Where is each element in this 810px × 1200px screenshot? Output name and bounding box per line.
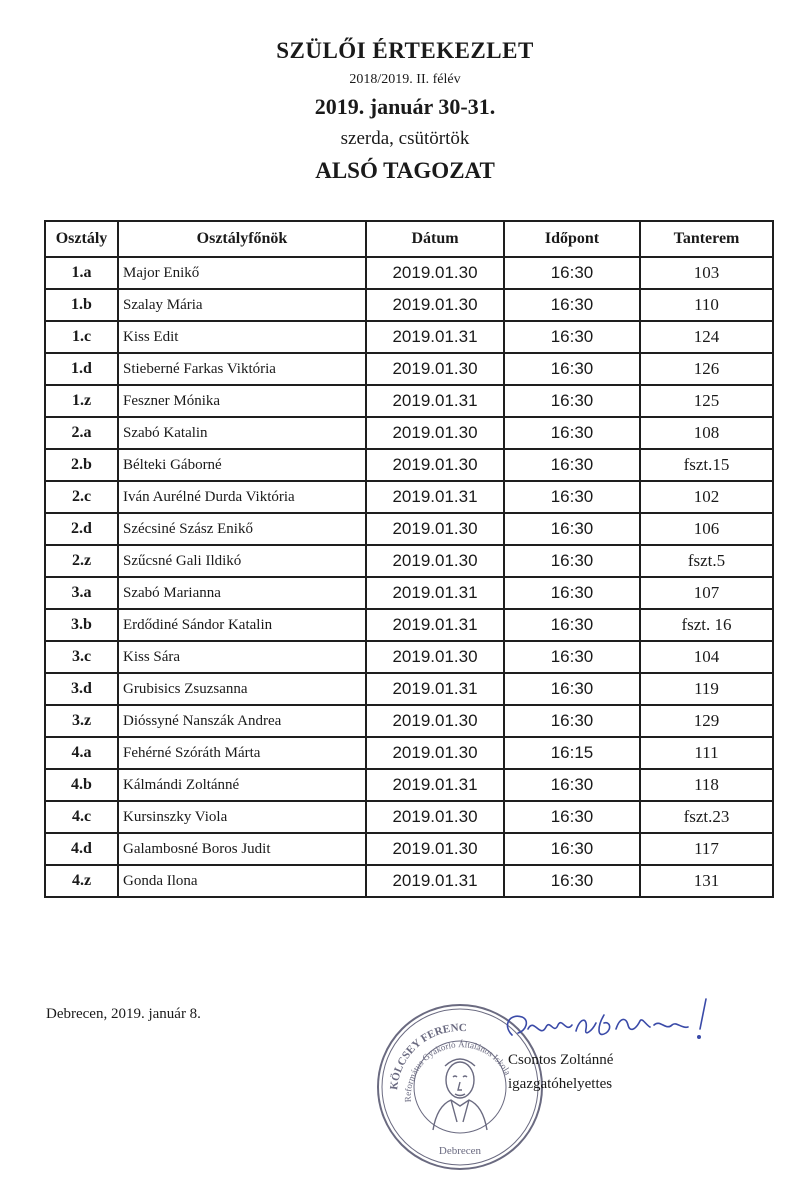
table-row xyxy=(45,513,773,545)
time-cell: 16:30 xyxy=(504,769,640,801)
time-cell: 16:30 xyxy=(504,417,640,449)
class-cell: 2.b xyxy=(45,449,118,481)
time-cell: 16:30 xyxy=(504,545,640,577)
class-cell: 4.c xyxy=(45,801,118,833)
time-cell: 16:30 xyxy=(504,385,640,417)
table-row xyxy=(45,833,773,865)
teacher-cell: Szabó Marianna xyxy=(118,577,366,609)
date-cell: 2019.01.30 xyxy=(366,833,504,865)
room-cell: 102 xyxy=(640,481,773,513)
room-cell: 124 xyxy=(640,321,773,353)
teacher-cell: Grubisics Zsuzsanna xyxy=(118,673,366,705)
time-cell: 16:30 xyxy=(504,833,640,865)
table-header-row xyxy=(45,221,773,257)
date-cell: 2019.01.30 xyxy=(366,801,504,833)
class-cell: 4.b xyxy=(45,769,118,801)
semester-label: 2018/2019. II. félév xyxy=(349,72,461,87)
time-cell: 16:30 xyxy=(504,577,640,609)
handwritten-signature xyxy=(500,995,720,1055)
table-row xyxy=(45,385,773,417)
table-row xyxy=(45,865,773,897)
table-row xyxy=(45,481,773,513)
teacher-cell: Kálmándi Zoltánné xyxy=(118,769,366,801)
place-and-date: Debrecen, 2019. január 8. xyxy=(46,1006,201,1022)
class-cell: 3.z xyxy=(45,705,118,737)
teacher-cell: Kiss Sára xyxy=(118,641,366,673)
signer-name: Csontos Zoltánné xyxy=(508,1052,614,1068)
class-cell: 2.c xyxy=(45,481,118,513)
date-cell: 2019.01.30 xyxy=(366,257,504,289)
room-cell: 104 xyxy=(640,641,773,673)
meeting-days: szerda, csütörtök xyxy=(340,128,470,149)
date-cell: 2019.01.30 xyxy=(366,513,504,545)
meeting-date: 2019. január 30-31. xyxy=(314,94,496,119)
header-room: Tanterem xyxy=(640,221,773,257)
date-cell: 2019.01.30 xyxy=(366,641,504,673)
teacher-cell: Dióssyné Nanszák Andrea xyxy=(118,705,366,737)
room-cell: 125 xyxy=(640,385,773,417)
time-cell: 16:30 xyxy=(504,865,640,897)
teacher-cell: Feszner Mónika xyxy=(118,385,366,417)
teacher-cell: Stieberné Farkas Viktória xyxy=(118,353,366,385)
room-cell: 111 xyxy=(640,737,773,769)
date-cell: 2019.01.30 xyxy=(366,353,504,385)
stamp-inner-text: Református Gyakorló Általános Iskola xyxy=(402,1039,514,1103)
date-cell: 2019.01.31 xyxy=(366,577,504,609)
class-cell: 1.a xyxy=(45,257,118,289)
date-cell: 2019.01.30 xyxy=(366,737,504,769)
room-cell: 118 xyxy=(640,769,773,801)
room-cell: 108 xyxy=(640,417,773,449)
date-cell: 2019.01.31 xyxy=(366,481,504,513)
teacher-cell: Szabó Katalin xyxy=(118,417,366,449)
room-cell: 117 xyxy=(640,833,773,865)
room-cell: 106 xyxy=(640,513,773,545)
class-cell: 4.d xyxy=(45,833,118,865)
teacher-cell: Iván Aurélné Durda Viktória xyxy=(118,481,366,513)
room-cell: fszt. 16 xyxy=(640,609,773,641)
time-cell: 16:30 xyxy=(504,449,640,481)
header-date: Dátum xyxy=(366,221,504,257)
table-row xyxy=(45,769,773,801)
class-cell: 2.d xyxy=(45,513,118,545)
teacher-cell: Kiss Edit xyxy=(118,321,366,353)
class-cell: 3.d xyxy=(45,673,118,705)
table-row xyxy=(45,609,773,641)
time-cell: 16:30 xyxy=(504,673,640,705)
class-cell: 3.a xyxy=(45,577,118,609)
teacher-cell: Szűcsné Gali Ildikó xyxy=(118,545,366,577)
time-cell: 16:15 xyxy=(504,737,640,769)
date-cell: 2019.01.30 xyxy=(366,289,504,321)
room-cell: 126 xyxy=(640,353,773,385)
class-cell: 1.c xyxy=(45,321,118,353)
time-cell: 16:30 xyxy=(504,289,640,321)
stamp-city-text: Debrecen xyxy=(438,1145,482,1157)
table-row xyxy=(45,545,773,577)
table-row xyxy=(45,705,773,737)
class-cell: 4.a xyxy=(45,737,118,769)
table-row xyxy=(45,321,773,353)
header-class: Osztály xyxy=(45,221,118,257)
date-cell: 2019.01.30 xyxy=(366,705,504,737)
time-cell: 16:30 xyxy=(504,705,640,737)
time-cell: 16:30 xyxy=(504,513,640,545)
teacher-cell: Galambosné Boros Judit xyxy=(118,833,366,865)
teacher-cell: Major Enikő xyxy=(118,257,366,289)
room-cell: fszt.15 xyxy=(640,449,773,481)
time-cell: 16:30 xyxy=(504,481,640,513)
date-cell: 2019.01.31 xyxy=(366,769,504,801)
header-time: Időpont xyxy=(504,221,640,257)
time-cell: 16:30 xyxy=(504,353,640,385)
class-cell: 1.z xyxy=(45,385,118,417)
room-cell: 107 xyxy=(640,577,773,609)
teacher-cell: Szécsiné Szász Enikő xyxy=(118,513,366,545)
class-cell: 3.b xyxy=(45,609,118,641)
table-row xyxy=(45,449,773,481)
date-cell: 2019.01.31 xyxy=(366,609,504,641)
table-row xyxy=(45,417,773,449)
date-cell: 2019.01.31 xyxy=(366,673,504,705)
room-cell: fszt.23 xyxy=(640,801,773,833)
table-row xyxy=(45,289,773,321)
table-row xyxy=(45,577,773,609)
class-cell: 1.b xyxy=(45,289,118,321)
date-cell: 2019.01.31 xyxy=(366,865,504,897)
class-cell: 4.z xyxy=(45,865,118,897)
teacher-cell: Bélteki Gáborné xyxy=(118,449,366,481)
teacher-cell: Kursinszky Viola xyxy=(118,801,366,833)
date-cell: 2019.01.31 xyxy=(366,321,504,353)
header-teacher: Osztályfőnök xyxy=(118,221,366,257)
section-title: ALSÓ TAGOZAT xyxy=(315,158,495,183)
table-row xyxy=(45,737,773,769)
teacher-cell: Fehérné Szóráth Márta xyxy=(118,737,366,769)
stamp-outer-text: KÖLCSEY FERENC xyxy=(388,1021,467,1091)
table-row xyxy=(45,801,773,833)
class-cell: 2.z xyxy=(45,545,118,577)
time-cell: 16:30 xyxy=(504,801,640,833)
table-row xyxy=(45,641,773,673)
document-title: SZÜLŐI ÉRTEKEZLET xyxy=(276,38,534,63)
date-cell: 2019.01.31 xyxy=(366,385,504,417)
room-cell: 103 xyxy=(640,257,773,289)
table-row xyxy=(45,673,773,705)
room-cell: 129 xyxy=(640,705,773,737)
stamp-portrait-icon xyxy=(433,1059,487,1130)
class-cell: 1.d xyxy=(45,353,118,385)
time-cell: 16:30 xyxy=(504,609,640,641)
table-row xyxy=(45,257,773,289)
teacher-cell: Erdődiné Sándor Katalin xyxy=(118,609,366,641)
time-cell: 16:30 xyxy=(504,641,640,673)
class-cell: 3.c xyxy=(45,641,118,673)
time-cell: 16:30 xyxy=(504,257,640,289)
room-cell: 110 xyxy=(640,289,773,321)
signer-role: igazgatóhelyettes xyxy=(508,1076,613,1092)
teacher-cell: Szalay Mária xyxy=(118,289,366,321)
date-cell: 2019.01.30 xyxy=(366,545,504,577)
room-cell: fszt.5 xyxy=(640,545,773,577)
table-row xyxy=(45,353,773,385)
schedule-table xyxy=(44,220,774,898)
room-cell: 119 xyxy=(640,673,773,705)
room-cell: 131 xyxy=(640,865,773,897)
class-cell: 2.a xyxy=(45,417,118,449)
date-cell: 2019.01.30 xyxy=(366,417,504,449)
date-cell: 2019.01.30 xyxy=(366,449,504,481)
teacher-cell: Gonda Ilona xyxy=(118,865,366,897)
time-cell: 16:30 xyxy=(504,321,640,353)
